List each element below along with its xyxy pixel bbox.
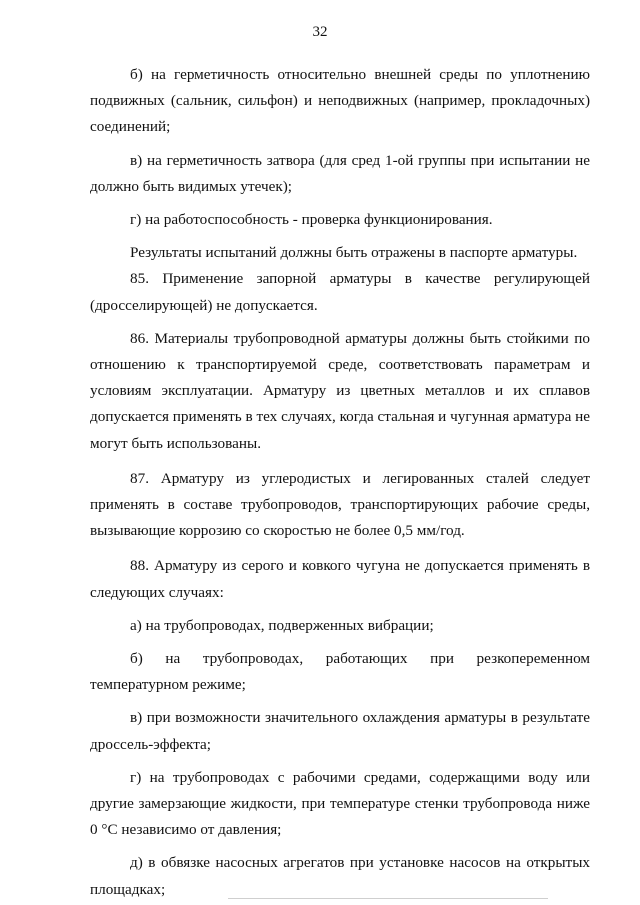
paragraph-v-tightness-gate: в) на герметичность затвора (для сред 1-ой группы при испытании не должно быть видимых утечек); — [90, 151, 590, 195]
list-item-v-cooling: в) при возможности значительного охлаждения арматуры в результате дроссель-эффекта; — [90, 709, 590, 753]
paragraph-85: 85. Применение запорной арматуры в качестве регулирующей (дросселирующей) не допускается. — [90, 270, 590, 314]
list-item-a-vibration: а) на трубопроводах, подверженных вибрации; — [130, 616, 434, 634]
page-number: 32 — [312, 24, 328, 40]
list-item-g-freezing-liquids: г) на трубопроводах с рабочими средами, содержащими воду или другие замерзающие жидкости, при температуре стенки трубопровода ниже 0 °С независимо от давления; — [90, 768, 590, 839]
paragraph-g-operability: г) на работоспособность - проверка функционирования. — [130, 211, 493, 229]
paragraph-86: 86. Материалы трубопроводной арматуры должны быть стойкими по отношению к транспортируемой среде, соответствовать параметрам и условиям эксплуатации. Арматуру из цветных металлов и их сплавов допускается применять в тех случаях, когда стальная и чугунная арматура не могут быть использованы. — [90, 329, 590, 452]
paragraph-b-tightness-external: б) на герметичность относительно внешней среды по уплотнению подвижных (сальник, сильфон) и неподвижных (например, прокладочных) соединений; — [90, 66, 590, 136]
paragraph-88: 88. Арматуру из серого и ковкого чугуна не допускается применять в следующих случаях: — [90, 557, 590, 601]
paragraph-87: 87. Арматуру из углеродистых и легированных сталей следует применять в составе трубопроводов, транспортирующих рабочие среды, вызывающие коррозию со скоростью не более 0,5 мм/год. — [90, 469, 590, 540]
list-item-b-temperature: б) на трубопроводах, работающих при резкопеременном температурном режиме; — [90, 650, 590, 694]
list-item-d-pump-units: д) в обвязке насосных агрегатов при установке насосов на открытых площадках; — [90, 854, 590, 898]
footer-rule — [228, 898, 548, 899]
document-body — [90, 62, 590, 903]
paragraph-test-results: Результаты испытаний должны быть отражены в паспорте арматуры. — [130, 244, 578, 262]
